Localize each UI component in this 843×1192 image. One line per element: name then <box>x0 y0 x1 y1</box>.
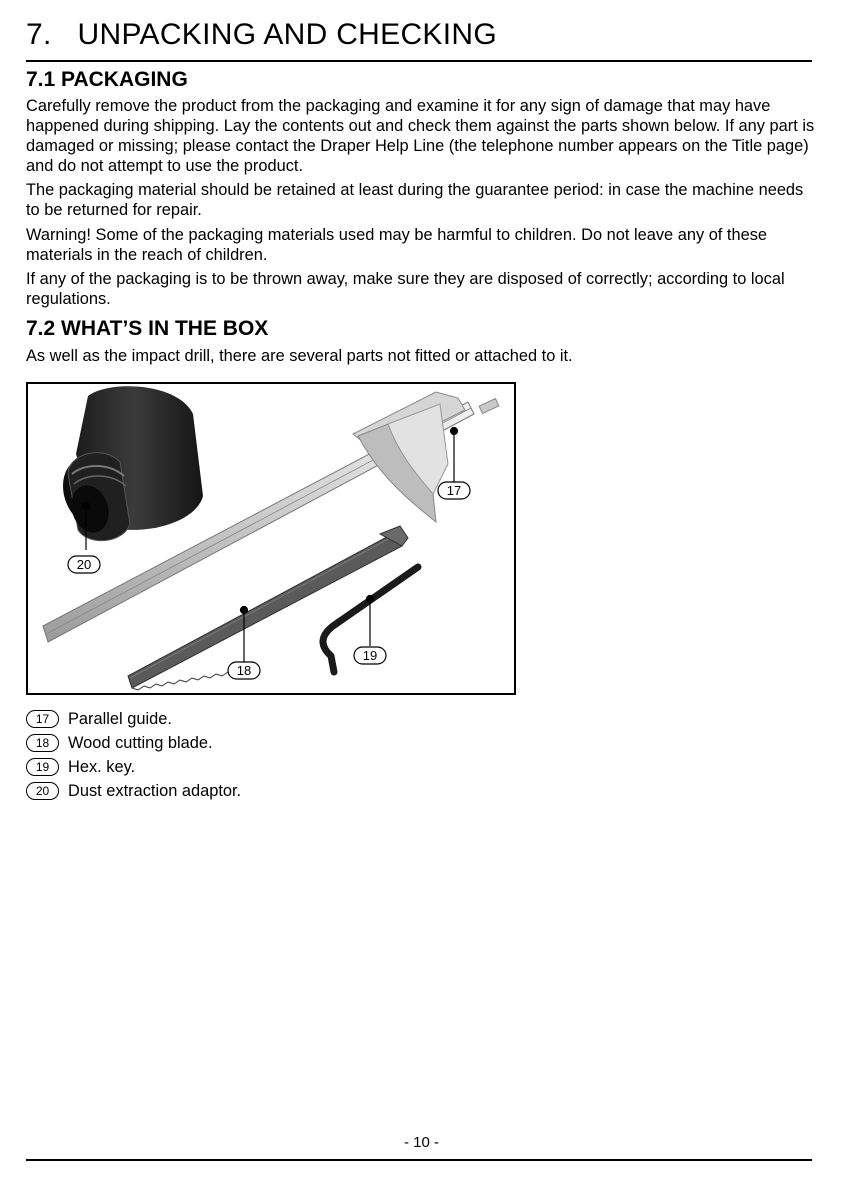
page-title: 7. UNPACKING AND CHECKING <box>26 18 497 51</box>
parts-legend <box>26 707 426 803</box>
svg-text:19: 19 <box>362 648 378 663</box>
part-label: Wood cutting blade. <box>68 733 213 752</box>
callout-20 <box>68 556 100 573</box>
callout-18 <box>228 662 260 679</box>
svg-text:20: 20 <box>76 557 92 572</box>
part-number-badge: 19 <box>26 758 59 776</box>
legend-item-wood-blade <box>26 731 426 755</box>
dust-adaptor-drawing <box>54 386 203 540</box>
callout-17 <box>438 482 470 499</box>
box-intro: As well as the impact drill, there are several parts not fitted or attached to it. <box>26 347 573 365</box>
svg-text:18: 18 <box>236 663 252 678</box>
section-heading-box: 7.2 WHAT’S IN THE BOX <box>26 317 269 340</box>
part-label: Dust extraction adaptor. <box>68 781 242 800</box>
page-number: - 10 - <box>403 1134 439 1151</box>
packaging-paragraph-2: The packaging material should be retained at least during the guarantee period: in case the machine needs to be returned for repair. <box>26 181 804 219</box>
part-number-badge: 20 <box>26 782 59 800</box>
part-label: Parallel guide. <box>68 709 172 728</box>
part-number-badge: 17 <box>26 710 59 728</box>
footer-divider <box>26 1159 812 1161</box>
packaging-paragraph-1: Carefully remove the product from the packaging and examine it for any sign of damage that may have happened during shipping. Lay the contents out and check them against the parts shown below. If any part is damaged or missing; please contact the Draper Help Line (the telephone number appears on the Title page) and do not attempt to use the product. <box>26 97 815 175</box>
callout-19 <box>354 647 386 664</box>
section-heading-packaging: 7.1 PACKAGING <box>26 68 188 91</box>
svg-text:17: 17 <box>446 483 462 498</box>
parts-illustration <box>28 384 518 697</box>
legend-item-hex-key <box>26 755 426 779</box>
packaging-paragraph-3: Warning! Some of the packaging materials used may be harmful to children. Do not leave any of these materials in the reach of children. <box>26 226 768 264</box>
wood-blade-drawing <box>128 526 408 690</box>
legend-item-parallel-guide <box>26 707 426 731</box>
title-divider <box>26 60 812 62</box>
parts-figure <box>26 382 516 695</box>
legend-item-dust-adaptor <box>26 779 426 803</box>
part-label: Hex. key. <box>68 757 136 776</box>
packaging-paragraph-4: If any of the packaging is to be thrown away, make sure they are disposed of correctly; according to local regulations. <box>26 270 785 308</box>
part-number-badge: 18 <box>26 734 59 752</box>
